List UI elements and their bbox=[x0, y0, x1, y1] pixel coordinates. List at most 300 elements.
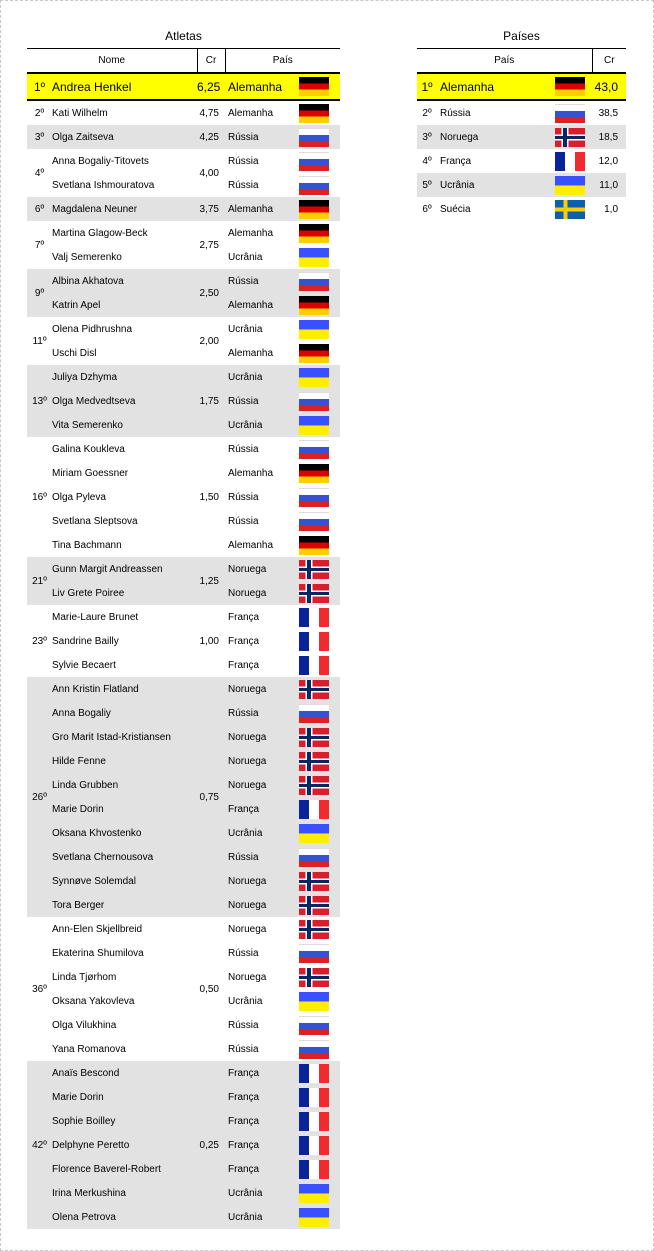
flag-cell bbox=[288, 125, 340, 149]
flag-cell bbox=[288, 221, 340, 245]
country-name: França bbox=[225, 1109, 288, 1133]
rank-cell: 5º bbox=[417, 173, 437, 197]
athlete-name: Kati Wilhelm bbox=[52, 107, 108, 119]
athlete-row bbox=[27, 73, 340, 100]
athlete-row bbox=[27, 269, 340, 293]
country-name: Rússia bbox=[225, 269, 288, 293]
country-name: Ucrânia bbox=[225, 365, 288, 389]
athlete-row bbox=[27, 197, 340, 221]
country-name: Noruega bbox=[225, 869, 288, 893]
country-name: França bbox=[228, 611, 260, 623]
athlete-name: Juliya Dzhyma bbox=[52, 365, 197, 389]
athlete-row bbox=[27, 677, 340, 701]
rank-cell: 26º bbox=[27, 677, 52, 917]
flag-ger-icon bbox=[299, 344, 329, 363]
country-name: Ucrânia bbox=[225, 1205, 288, 1229]
country-name: França bbox=[440, 155, 472, 167]
flag-rus-icon bbox=[299, 128, 329, 147]
points-cell: 0,50 bbox=[199, 983, 219, 995]
country-name: Rússia bbox=[228, 947, 259, 959]
flag-cell bbox=[288, 869, 340, 893]
athlete-name: Valj Semerenko bbox=[52, 251, 122, 263]
athlete-name: Gro Marit Istad-Kristiansen bbox=[52, 725, 197, 749]
athlete-name: Gunn Margit Andreassen bbox=[52, 557, 197, 581]
athlete-name: Linda Tjørhom bbox=[52, 971, 117, 983]
flag-fra-icon bbox=[299, 1160, 329, 1179]
athlete-name: Florence Baverel-Robert bbox=[52, 1157, 197, 1181]
athlete-row bbox=[27, 100, 340, 125]
country-row bbox=[417, 125, 626, 149]
country-name: Rússia bbox=[228, 1019, 259, 1031]
flag-cell bbox=[288, 1133, 340, 1157]
points-cell: 18,5 bbox=[592, 125, 626, 149]
country-name: Alemanha bbox=[228, 227, 274, 239]
country-name: Rússia bbox=[228, 179, 259, 191]
flag-rus-icon bbox=[299, 1040, 329, 1059]
points-cell: 12,0 bbox=[598, 155, 619, 167]
points-cell: 1,75 bbox=[197, 365, 225, 437]
athlete-name: Olena Pidhrushna bbox=[52, 323, 133, 335]
header-cr: Cr bbox=[592, 49, 626, 74]
flag-cell bbox=[288, 149, 340, 173]
athlete-name: Olena Petrova bbox=[52, 1205, 197, 1229]
flag-rus-icon bbox=[299, 440, 329, 459]
flag-cell bbox=[288, 73, 340, 100]
flag-ger-icon bbox=[299, 464, 329, 483]
athletes-body bbox=[27, 73, 340, 1229]
points-cell: 4,00 bbox=[199, 167, 219, 179]
athlete-row bbox=[27, 581, 340, 605]
points-cell: 2,75 bbox=[199, 239, 219, 251]
flag-cell bbox=[288, 605, 340, 629]
country-name: Ucrânia bbox=[228, 323, 263, 335]
countries-table bbox=[417, 48, 626, 221]
flag-fra-icon bbox=[299, 1136, 329, 1155]
athlete-name: Tora Berger bbox=[52, 893, 197, 917]
country-name: Ucrânia bbox=[228, 995, 263, 1007]
athlete-row bbox=[27, 845, 340, 869]
athlete-name: Anna Bogaliy-Titovets bbox=[52, 155, 149, 167]
country-name: Noruega bbox=[225, 893, 288, 917]
athlete-name: Svetlana Chernousova bbox=[52, 845, 197, 869]
flag-cell bbox=[547, 197, 592, 221]
flag-cell bbox=[288, 1061, 340, 1085]
athlete-name: Liv Grete Poiree bbox=[52, 581, 197, 605]
flag-fra-icon bbox=[299, 608, 329, 627]
points-cell: 0,75 bbox=[197, 677, 225, 917]
flag-nor-icon bbox=[299, 776, 329, 795]
athlete-name: Marie Dorin bbox=[52, 1085, 197, 1109]
flag-cell bbox=[288, 773, 340, 797]
country-name: Ucrânia bbox=[225, 413, 288, 437]
flag-nor-icon bbox=[299, 920, 329, 939]
athlete-row bbox=[27, 1133, 340, 1157]
points-cell: 38,5 bbox=[598, 107, 619, 119]
athlete-row bbox=[27, 629, 340, 653]
flag-cell bbox=[288, 341, 340, 365]
athlete-row bbox=[27, 245, 340, 269]
athlete-name: Irina Merkushina bbox=[52, 1181, 197, 1205]
athlete-row bbox=[27, 173, 340, 197]
athlete-row bbox=[27, 317, 340, 341]
rank-cell: 42º bbox=[27, 1061, 52, 1229]
athlete-row bbox=[27, 389, 340, 413]
country-name: Ucrânia bbox=[228, 251, 263, 263]
rank-cell: 2º bbox=[422, 107, 432, 119]
flag-cell bbox=[288, 989, 340, 1013]
athlete-row bbox=[27, 701, 340, 725]
athlete-name: Katrin Apel bbox=[52, 293, 197, 317]
athlete-name: Ann Kristin Flatland bbox=[52, 677, 197, 701]
rank-cell: 1º bbox=[417, 73, 437, 100]
flag-cell bbox=[288, 893, 340, 917]
country-name: Alemanha bbox=[225, 293, 288, 317]
country-name: Alemanha bbox=[225, 197, 288, 221]
athlete-row bbox=[27, 1157, 340, 1181]
athlete-name: Anna Bogaliy bbox=[52, 701, 197, 725]
flag-cell bbox=[288, 749, 340, 773]
athlete-row bbox=[27, 341, 340, 365]
flag-ukr-icon bbox=[299, 992, 329, 1011]
country-name: Rússia bbox=[228, 155, 259, 167]
flag-ger-icon bbox=[299, 200, 329, 219]
flag-nor-icon bbox=[555, 128, 585, 147]
country-row bbox=[417, 100, 626, 125]
flag-cell bbox=[288, 677, 340, 701]
flag-cell bbox=[288, 797, 340, 821]
country-name: Alemanha bbox=[228, 539, 274, 551]
flag-ger-icon bbox=[299, 224, 329, 243]
athlete-row bbox=[27, 821, 340, 845]
flag-ukr-icon bbox=[299, 1184, 329, 1203]
athlete-row bbox=[27, 1037, 340, 1061]
athlete-row bbox=[27, 437, 340, 461]
country-name: Rússia bbox=[225, 389, 288, 413]
flag-cell bbox=[288, 1157, 340, 1181]
country-name: Noruega bbox=[437, 125, 547, 149]
country-name: Alemanha bbox=[228, 347, 274, 359]
flag-rus-icon bbox=[299, 272, 329, 291]
flag-nor-icon bbox=[299, 728, 329, 747]
points-cell: 1,50 bbox=[199, 491, 219, 503]
country-name: Noruega bbox=[225, 677, 288, 701]
country-name: França bbox=[228, 635, 260, 647]
flag-ger-icon bbox=[555, 77, 585, 96]
athlete-row bbox=[27, 917, 340, 941]
athlete-row bbox=[27, 533, 340, 557]
athlete-row bbox=[27, 1085, 340, 1109]
athlete-row bbox=[27, 941, 340, 965]
country-row bbox=[417, 173, 626, 197]
header-country: País bbox=[417, 49, 592, 74]
flag-cell bbox=[547, 100, 592, 125]
flag-cell bbox=[288, 437, 340, 461]
athlete-name: Sophie Boilley bbox=[52, 1109, 197, 1133]
country-name: Rússia bbox=[225, 845, 288, 869]
athlete-row bbox=[27, 965, 340, 989]
athlete-row bbox=[27, 293, 340, 317]
country-row bbox=[417, 73, 626, 100]
athlete-row bbox=[27, 557, 340, 581]
rank-cell: 3º bbox=[27, 125, 52, 149]
points-cell: 2,50 bbox=[197, 269, 225, 317]
flag-ukr-icon bbox=[299, 248, 329, 267]
flag-cell bbox=[288, 725, 340, 749]
flag-cell bbox=[288, 100, 340, 125]
country-name: Noruega bbox=[225, 581, 288, 605]
flag-fra-icon bbox=[299, 1064, 329, 1083]
flag-cell bbox=[288, 1037, 340, 1061]
athlete-row bbox=[27, 773, 340, 797]
country-name: Noruega bbox=[225, 749, 288, 773]
flag-cell bbox=[288, 941, 340, 965]
flag-rus-icon bbox=[299, 392, 329, 411]
countries-title: Países bbox=[503, 29, 540, 43]
flag-cell bbox=[288, 965, 340, 989]
flag-cell bbox=[288, 269, 340, 293]
flag-cell bbox=[547, 173, 592, 197]
country-name: França bbox=[225, 1085, 288, 1109]
athlete-row bbox=[27, 461, 340, 485]
athlete-name: Magdalena Neuner bbox=[52, 197, 197, 221]
athlete-row bbox=[27, 749, 340, 773]
header-country: País bbox=[225, 49, 340, 74]
athlete-name: Marie Dorin bbox=[52, 797, 197, 821]
athlete-row bbox=[27, 1061, 340, 1085]
rank-cell: 21º bbox=[27, 557, 52, 605]
athlete-name: Svetlana Ishmouratova bbox=[52, 179, 155, 191]
flag-cell bbox=[288, 653, 340, 677]
country-name: França bbox=[225, 1157, 288, 1181]
country-name: Noruega bbox=[225, 557, 288, 581]
flag-cell bbox=[288, 365, 340, 389]
athlete-name: Sylvie Becaert bbox=[52, 659, 116, 671]
flag-ger-icon bbox=[299, 536, 329, 555]
athlete-name: Ekaterina Shumilova bbox=[52, 947, 144, 959]
country-name: Rússia bbox=[228, 491, 259, 503]
athlete-row bbox=[27, 653, 340, 677]
points-cell: 3,75 bbox=[197, 197, 225, 221]
flag-rus-icon bbox=[299, 944, 329, 963]
flag-cell bbox=[547, 125, 592, 149]
flag-ukr-icon bbox=[299, 368, 329, 387]
countries-header-row bbox=[417, 49, 626, 74]
rank-cell: 11º bbox=[32, 335, 47, 347]
flag-rus-icon bbox=[299, 512, 329, 531]
points-cell: 4,75 bbox=[199, 107, 219, 119]
rank-cell: 13º bbox=[27, 365, 52, 437]
flag-cell bbox=[288, 1085, 340, 1109]
flag-ukr-icon bbox=[299, 416, 329, 435]
athlete-row bbox=[27, 149, 340, 173]
flag-cell bbox=[288, 917, 340, 941]
athlete-name: Miriam Goessner bbox=[52, 467, 129, 479]
athletes-header-row bbox=[27, 49, 340, 74]
country-name: Noruega bbox=[228, 923, 267, 935]
flag-fra-icon bbox=[299, 656, 329, 675]
flag-rus-icon bbox=[299, 152, 329, 171]
points-cell: 4,25 bbox=[197, 125, 225, 149]
country-name: Rússia bbox=[225, 701, 288, 725]
points-cell: 0,25 bbox=[197, 1061, 225, 1229]
country-name: França bbox=[225, 797, 288, 821]
athlete-name: Martina Glagow-Beck bbox=[52, 227, 148, 239]
country-name: Rússia bbox=[440, 107, 471, 119]
country-name: Ucrânia bbox=[225, 1181, 288, 1205]
country-name: Alemanha bbox=[228, 467, 274, 479]
athlete-name: Marie-Laure Brunet bbox=[52, 611, 139, 623]
flag-nor-icon bbox=[299, 560, 329, 579]
flag-cell bbox=[288, 197, 340, 221]
country-name: Rússia bbox=[228, 1043, 259, 1055]
points-cell: 1,0 bbox=[604, 203, 619, 215]
flag-nor-icon bbox=[299, 968, 329, 987]
country-name: Suécia bbox=[440, 203, 471, 215]
flag-fra-icon bbox=[299, 1088, 329, 1107]
country-name: Alemanha bbox=[437, 73, 547, 100]
rank-cell: 23º bbox=[32, 635, 47, 647]
athlete-row bbox=[27, 413, 340, 437]
flag-cell bbox=[288, 293, 340, 317]
header-name: Nome bbox=[27, 49, 197, 74]
flag-nor-icon bbox=[299, 872, 329, 891]
athlete-row bbox=[27, 365, 340, 389]
rank-cell: 36º bbox=[32, 983, 47, 995]
rank-cell: 6º bbox=[27, 197, 52, 221]
flag-cell bbox=[288, 821, 340, 845]
athlete-name: Albina Akhatova bbox=[52, 269, 197, 293]
flag-rus-icon bbox=[555, 104, 585, 123]
flag-cell bbox=[288, 1205, 340, 1229]
athlete-name: Linda Grubben bbox=[52, 773, 197, 797]
athletes-title: Atletas bbox=[165, 29, 202, 43]
rank-cell: 2º bbox=[34, 107, 45, 119]
athlete-row bbox=[27, 221, 340, 245]
flag-nor-icon bbox=[299, 752, 329, 771]
country-row bbox=[417, 149, 626, 173]
athlete-name: Olga Medvedtseva bbox=[52, 389, 197, 413]
athlete-row bbox=[27, 485, 340, 509]
athlete-name: Hilde Fenne bbox=[52, 749, 197, 773]
flag-fra-icon bbox=[299, 632, 329, 651]
flag-nor-icon bbox=[299, 896, 329, 915]
flag-cell bbox=[288, 1013, 340, 1037]
athlete-row bbox=[27, 125, 340, 149]
flag-cell bbox=[288, 173, 340, 197]
athlete-name: Oksana Khvostenko bbox=[52, 821, 197, 845]
athlete-name: Olga Vilukhina bbox=[52, 1019, 117, 1031]
flag-rus-icon bbox=[299, 848, 329, 867]
country-name: França bbox=[225, 1061, 288, 1085]
flag-cell bbox=[288, 389, 340, 413]
flag-ger-icon bbox=[299, 77, 329, 96]
athletes-table bbox=[27, 48, 340, 1229]
countries-body bbox=[417, 73, 626, 221]
flag-cell bbox=[288, 245, 340, 269]
athlete-name: Galina Koukleva bbox=[52, 443, 125, 455]
country-name: Noruega bbox=[225, 725, 288, 749]
athlete-row bbox=[27, 509, 340, 533]
athlete-name: Vita Semerenko bbox=[52, 413, 197, 437]
athlete-row bbox=[27, 989, 340, 1013]
athlete-name: Oksana Yakovleva bbox=[52, 995, 135, 1007]
athlete-row bbox=[27, 797, 340, 821]
athlete-name: Andrea Henkel bbox=[52, 73, 197, 100]
athlete-name: Delphyne Peretto bbox=[52, 1133, 197, 1157]
points-cell: 11,0 bbox=[592, 173, 626, 197]
country-name: Ucrânia bbox=[225, 821, 288, 845]
athlete-name: Synnøve Solemdal bbox=[52, 869, 197, 893]
athlete-row bbox=[27, 725, 340, 749]
flag-cell bbox=[547, 149, 592, 173]
athlete-row bbox=[27, 1181, 340, 1205]
flag-cell bbox=[288, 557, 340, 581]
flag-rus-icon bbox=[299, 488, 329, 507]
flag-fra-icon bbox=[299, 1112, 329, 1131]
athlete-name: Tina Bachmann bbox=[52, 539, 122, 551]
flag-cell bbox=[288, 629, 340, 653]
flag-ukr-icon bbox=[299, 824, 329, 843]
flag-swe-icon bbox=[555, 200, 585, 219]
country-name: Rússia bbox=[225, 125, 288, 149]
athlete-name: Olga Pyleva bbox=[52, 491, 106, 503]
flag-fra-icon bbox=[299, 800, 329, 819]
athlete-row bbox=[27, 605, 340, 629]
flag-rus-icon bbox=[299, 1016, 329, 1035]
flag-ukr-icon bbox=[299, 320, 329, 339]
athlete-name: Uschi Disl bbox=[52, 347, 97, 359]
rank-cell: 9º bbox=[27, 269, 52, 317]
athlete-name: Yana Romanova bbox=[52, 1043, 126, 1055]
country-name: França bbox=[228, 659, 260, 671]
country-name: Rússia bbox=[228, 443, 259, 455]
flag-cell bbox=[288, 317, 340, 341]
flag-ukr-icon bbox=[299, 1208, 329, 1227]
country-name: Noruega bbox=[225, 773, 288, 797]
rank-cell: 4º bbox=[422, 155, 432, 167]
athlete-name: Ann-Elen Skjellbreid bbox=[52, 923, 143, 935]
flag-cell bbox=[288, 485, 340, 509]
country-name: Alemanha bbox=[225, 73, 288, 100]
flag-cell bbox=[288, 509, 340, 533]
athlete-name: Olga Zaitseva bbox=[52, 125, 197, 149]
header-cr: Cr bbox=[197, 49, 225, 74]
flag-cell bbox=[288, 1181, 340, 1205]
rank-cell: 6º bbox=[422, 203, 432, 215]
rank-cell: 1º bbox=[27, 73, 52, 100]
country-name: Alemanha bbox=[228, 107, 274, 119]
points-cell: 2,00 bbox=[199, 335, 219, 347]
flag-cell bbox=[288, 845, 340, 869]
flag-nor-icon bbox=[299, 680, 329, 699]
country-name: Rússia bbox=[228, 515, 259, 527]
flag-cell bbox=[288, 581, 340, 605]
country-name: Ucrânia bbox=[437, 173, 547, 197]
rank-cell: 3º bbox=[417, 125, 437, 149]
athlete-name: Anaïs Bescond bbox=[52, 1061, 197, 1085]
country-name: Noruega bbox=[228, 971, 267, 983]
athlete-row bbox=[27, 893, 340, 917]
flag-rus-icon bbox=[299, 704, 329, 723]
points-cell: 1,25 bbox=[197, 557, 225, 605]
flag-nor-icon bbox=[299, 584, 329, 603]
flag-ukr-icon bbox=[555, 176, 585, 195]
flag-ger-icon bbox=[299, 296, 329, 315]
flag-rus-icon bbox=[299, 176, 329, 195]
rank-cell: 16º bbox=[32, 491, 47, 503]
flag-cell bbox=[288, 701, 340, 725]
athlete-row bbox=[27, 1109, 340, 1133]
